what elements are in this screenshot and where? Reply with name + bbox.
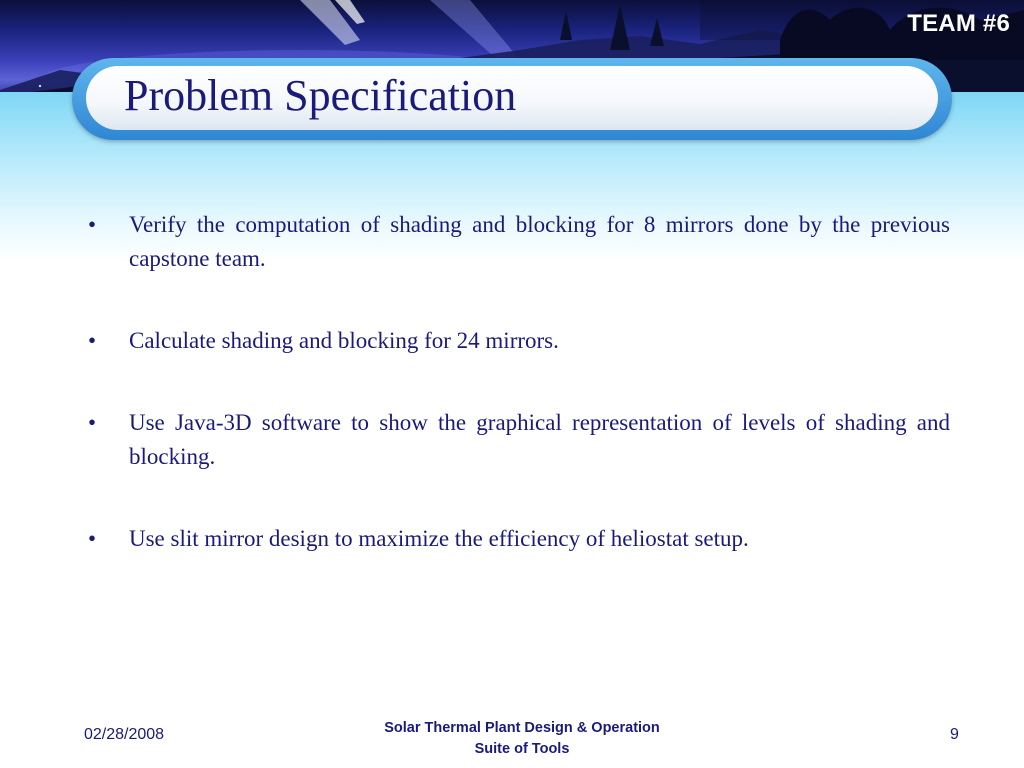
bullet-marker: • xyxy=(88,212,97,237)
footer-title-line1: Solar Thermal Plant Design & Operation xyxy=(384,720,660,736)
bullet-marker: • xyxy=(88,526,97,551)
bullet-text: Verify the computation of shading and blocking for 8 mirrors done by the previous capstone team. xyxy=(129,212,950,271)
bullet-marker: • xyxy=(88,410,97,435)
bullet-marker: • xyxy=(88,328,97,353)
page-number: 9 xyxy=(950,726,959,743)
bullet-item xyxy=(88,522,950,556)
bullet-item xyxy=(88,208,950,276)
bullet-text: Use Java-3D software to show the graphical representation of levels of shading and blocking. xyxy=(129,410,950,469)
bullet-text: Use slit mirror design to maximize the efficiency of heliostat setup. xyxy=(129,526,749,551)
page-title: Problem Specification xyxy=(124,71,517,120)
bullet-item xyxy=(88,324,950,358)
bullet-list xyxy=(88,208,950,604)
bullet-item xyxy=(88,406,950,474)
bullet-text: Calculate shading and blocking for 24 mirrors. xyxy=(129,328,559,353)
team-label: TEAM #6 xyxy=(907,10,1010,37)
footer-title-line2: Suite of Tools xyxy=(474,741,570,757)
footer-date: 02/28/2008 xyxy=(84,726,165,743)
footer-title xyxy=(322,718,722,760)
